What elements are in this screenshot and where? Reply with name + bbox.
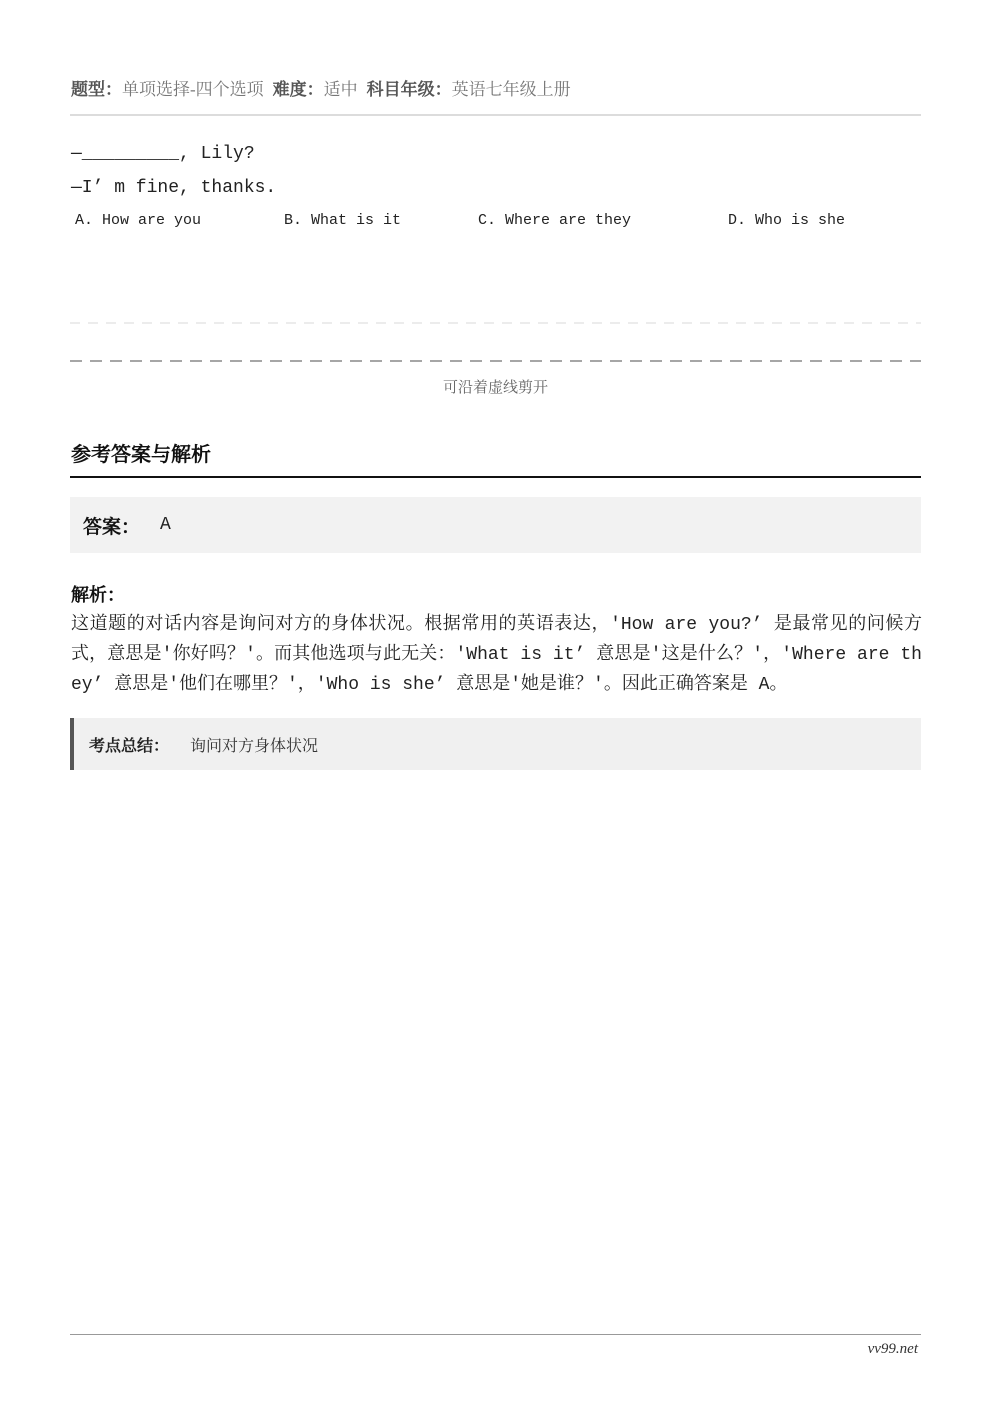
question-prompt: —_________, Lily? — [71, 144, 255, 164]
answer-label: 答案： — [83, 516, 141, 538]
header-divider — [70, 114, 921, 116]
solution-divider — [70, 476, 921, 478]
question-meta — [71, 79, 580, 101]
subject-label: 科目年级： — [366, 80, 452, 99]
option-d: D. Who is she — [728, 212, 846, 229]
summary-label: 考点总结： — [89, 737, 170, 755]
question-response: —I’ m fine, thanks. — [71, 178, 277, 198]
difficulty-label: 难度： — [272, 80, 324, 99]
answer-space-dashed-line — [70, 322, 921, 324]
option-a: A. How are you — [75, 212, 202, 229]
cut-dashed-line — [70, 360, 921, 362]
analysis-label: 解析： — [71, 585, 125, 605]
type-label: 题型： — [71, 80, 122, 99]
summary-text: 询问对方身体状况 — [190, 737, 319, 755]
option-c: C. Where are they — [478, 212, 632, 229]
footer-site-name: vv99.net — [867, 1341, 918, 1357]
option-b: B. What is it — [284, 212, 402, 229]
summary-box — [70, 718, 921, 770]
subject-value: 英语七年级上册 — [451, 80, 571, 99]
type-value: 单项选择-四个选项 — [122, 80, 264, 99]
answer-value: A — [160, 515, 171, 535]
analysis-text: 这道题的对话内容是询问对方的身体状况。根据常用的英语表达，'How are you?’ 是最常见的问候方式，意思是'你好吗？'。而其他选项与此无关：'What is it’ 意思是'这是什么？'，'Where are they’ 意思是'他们在哪里？'，'Who is she’ 意思是'她是谁？'。因此正确答案是 A。 — [71, 615, 922, 695]
answer-box — [70, 497, 921, 553]
solution-heading: 参考答案与解析 — [71, 444, 211, 466]
cut-hint: 可沿着虚线剪开 — [442, 380, 548, 396]
footer-divider — [70, 1334, 921, 1335]
difficulty-value: 适中 — [323, 80, 358, 99]
